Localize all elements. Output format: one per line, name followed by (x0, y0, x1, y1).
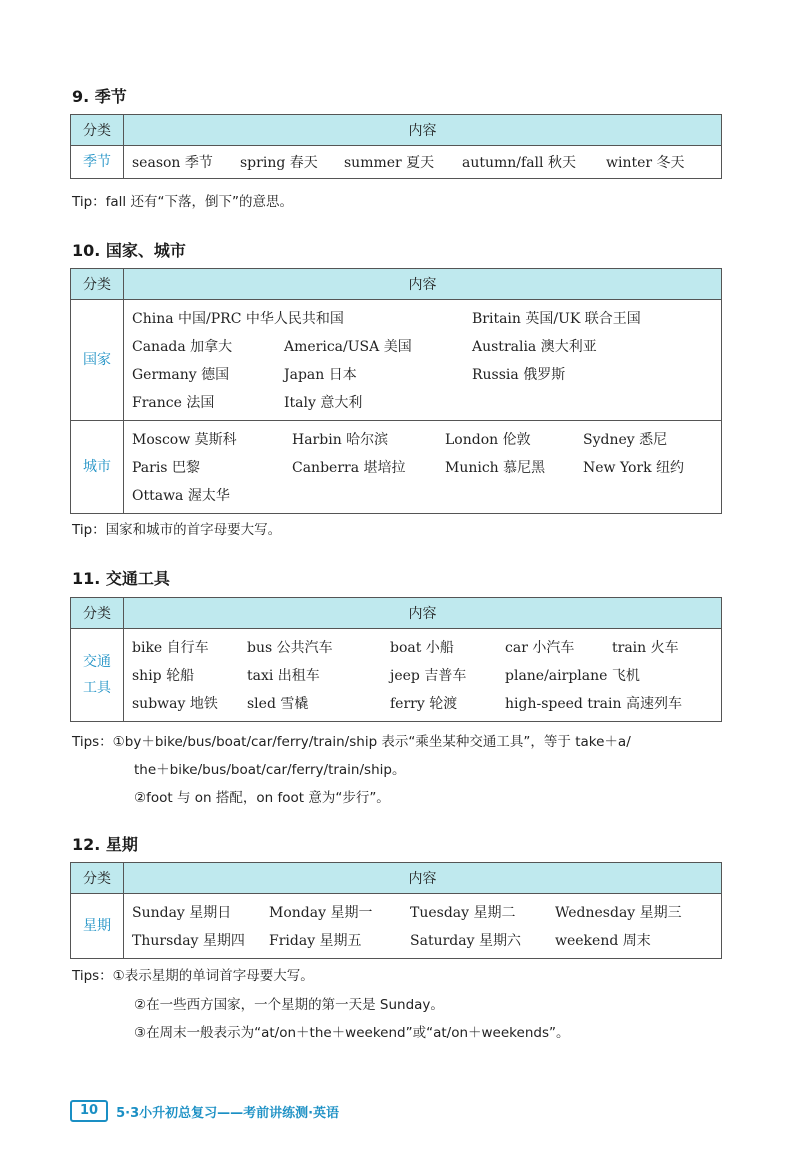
vocab-item: Japan 日本 (284, 367, 357, 383)
header-category: 分类 (71, 598, 124, 629)
transport-content (124, 629, 722, 722)
table-row (132, 633, 721, 661)
category-seasons: 季节 (71, 146, 124, 179)
table-row (132, 388, 721, 416)
vocab-item: car 小汽车 (505, 640, 575, 656)
vocab-item: Sydney 悉尼 (583, 432, 668, 448)
vocab-item: Saturday 星期六 (410, 933, 521, 949)
vocab-item: Munich 慕尼黑 (445, 460, 546, 476)
vocab-item: bus 公共汽车 (247, 640, 333, 656)
section-title-week: 12. 星期 (72, 835, 138, 854)
vocab-item: Monday 星期一 (269, 905, 373, 921)
countries-table (70, 268, 722, 514)
vocab-item: Thursday 星期四 (132, 933, 245, 949)
vocab-item: ship 轮船 (132, 668, 195, 684)
vocab-item: jeep 吉普车 (390, 668, 467, 684)
category-countries: 国家 (71, 300, 124, 421)
vocab-item: Tuesday 星期二 (410, 905, 516, 921)
table-row (132, 453, 721, 481)
category-transport-line1: 交通 (83, 654, 111, 670)
vocab-item: Russia 俄罗斯 (472, 367, 566, 383)
tip-countries: Tip：国家和城市的首字母要大写。 (72, 522, 282, 538)
vocab-item: Moscow 莫斯科 (132, 432, 237, 448)
vocab-item: Britain 英国/UK 联合王国 (472, 311, 641, 327)
tip-transport-3: ②foot 与 on 搭配，on foot 意为“步行”。 (134, 790, 390, 806)
table-row (132, 481, 721, 509)
tip-seasons: Tip：fall 还有“下落，倒下”的意思。 (72, 194, 293, 210)
vocab-item: train 火车 (612, 640, 679, 656)
vocab-item: ferry 轮渡 (390, 696, 458, 712)
section-title-transport: 11. 交通工具 (72, 569, 170, 588)
vocab-item: Germany 德国 (132, 367, 230, 383)
header-content: 内容 (124, 269, 722, 300)
tip-transport-2: the＋bike/bus/boat/car/ferry/train/ship。 (134, 762, 406, 778)
tip-transport-1: Tips：①by＋bike/bus/boat/car/ferry/train/ship 表示“乘坐某种交通工具”，等于 take＋a/ (72, 734, 631, 750)
vocab-item: Canberra 堪培拉 (292, 460, 406, 476)
week-content (124, 894, 722, 959)
category-transport (71, 629, 124, 722)
transport-table (70, 597, 722, 722)
vocab-item: France 法国 (132, 395, 215, 411)
vocab-item: spring 春天 (240, 155, 318, 171)
table-row (132, 689, 721, 717)
tip-week-2: ②在一些西方国家，一个星期的第一天是 Sunday。 (134, 997, 444, 1013)
header-content: 内容 (124, 598, 722, 629)
seasons-content (124, 146, 722, 179)
vocab-item: season 季节 (132, 155, 213, 171)
section-title-seasons: 9. 季节 (72, 87, 127, 106)
cities-content (124, 421, 722, 514)
vocab-item: Sunday 星期日 (132, 905, 232, 921)
vocab-item: Australia 澳大利亚 (472, 339, 597, 355)
header-content: 内容 (124, 863, 722, 894)
table-row (132, 926, 721, 954)
week-table (70, 862, 722, 959)
page-number: 10 (70, 1100, 108, 1122)
header-content: 内容 (124, 115, 722, 146)
vocab-item: New York 纽约 (583, 460, 685, 476)
vocab-item: Harbin 哈尔滨 (292, 432, 389, 448)
tip-week-3: ③在周末一般表示为“at/on＋the＋weekend”或“at/on＋weekends”。 (134, 1025, 570, 1041)
vocab-item: subway 地铁 (132, 696, 218, 712)
vocab-item: Paris 巴黎 (132, 460, 200, 476)
vocab-item: Canada 加拿大 (132, 339, 233, 355)
category-cities: 城市 (71, 421, 124, 514)
seasons-table (70, 114, 722, 179)
book-title: 5·3小升初总复习——考前讲练测·英语 (116, 1105, 340, 1121)
table-row (132, 304, 721, 332)
vocab-item: summer 夏天 (344, 155, 435, 171)
vocab-item: autumn/fall 秋天 (462, 155, 576, 171)
table-row (132, 898, 721, 926)
page-footer (70, 1100, 339, 1122)
vocab-item: Italy 意大利 (284, 395, 363, 411)
header-category: 分类 (71, 269, 124, 300)
tip-week-1: Tips：①表示星期的单词首字母要大写。 (72, 968, 314, 984)
header-category: 分类 (71, 863, 124, 894)
category-week: 星期 (71, 894, 124, 959)
vocab-item: winter 冬天 (606, 155, 685, 171)
vocab-item: America/USA 美国 (284, 339, 412, 355)
table-row (132, 360, 721, 388)
section-title-countries: 10. 国家、城市 (72, 241, 186, 260)
vocab-item: Ottawa 渥太华 (132, 488, 230, 504)
table-row (132, 425, 721, 453)
vocab-item: taxi 出租车 (247, 668, 320, 684)
category-transport-line2: 工具 (83, 680, 111, 696)
vocab-item: boat 小船 (390, 640, 454, 656)
countries-content (124, 300, 722, 421)
header-category: 分类 (71, 115, 124, 146)
vocab-item: China 中国/PRC 中华人民共和国 (132, 311, 344, 327)
vocab-item: high-speed train 高速列车 (505, 696, 682, 712)
vocab-item: London 伦敦 (445, 432, 531, 448)
vocab-item: sled 雪橇 (247, 696, 309, 712)
vocab-item: weekend 周末 (555, 933, 651, 949)
vocab-item: bike 自行车 (132, 640, 209, 656)
table-row (132, 661, 721, 689)
vocab-item: Friday 星期五 (269, 933, 362, 949)
table-row (132, 148, 721, 176)
vocab-item: Wednesday 星期三 (555, 905, 682, 921)
vocab-item: plane/airplane 飞机 (505, 668, 640, 684)
table-row (132, 332, 721, 360)
